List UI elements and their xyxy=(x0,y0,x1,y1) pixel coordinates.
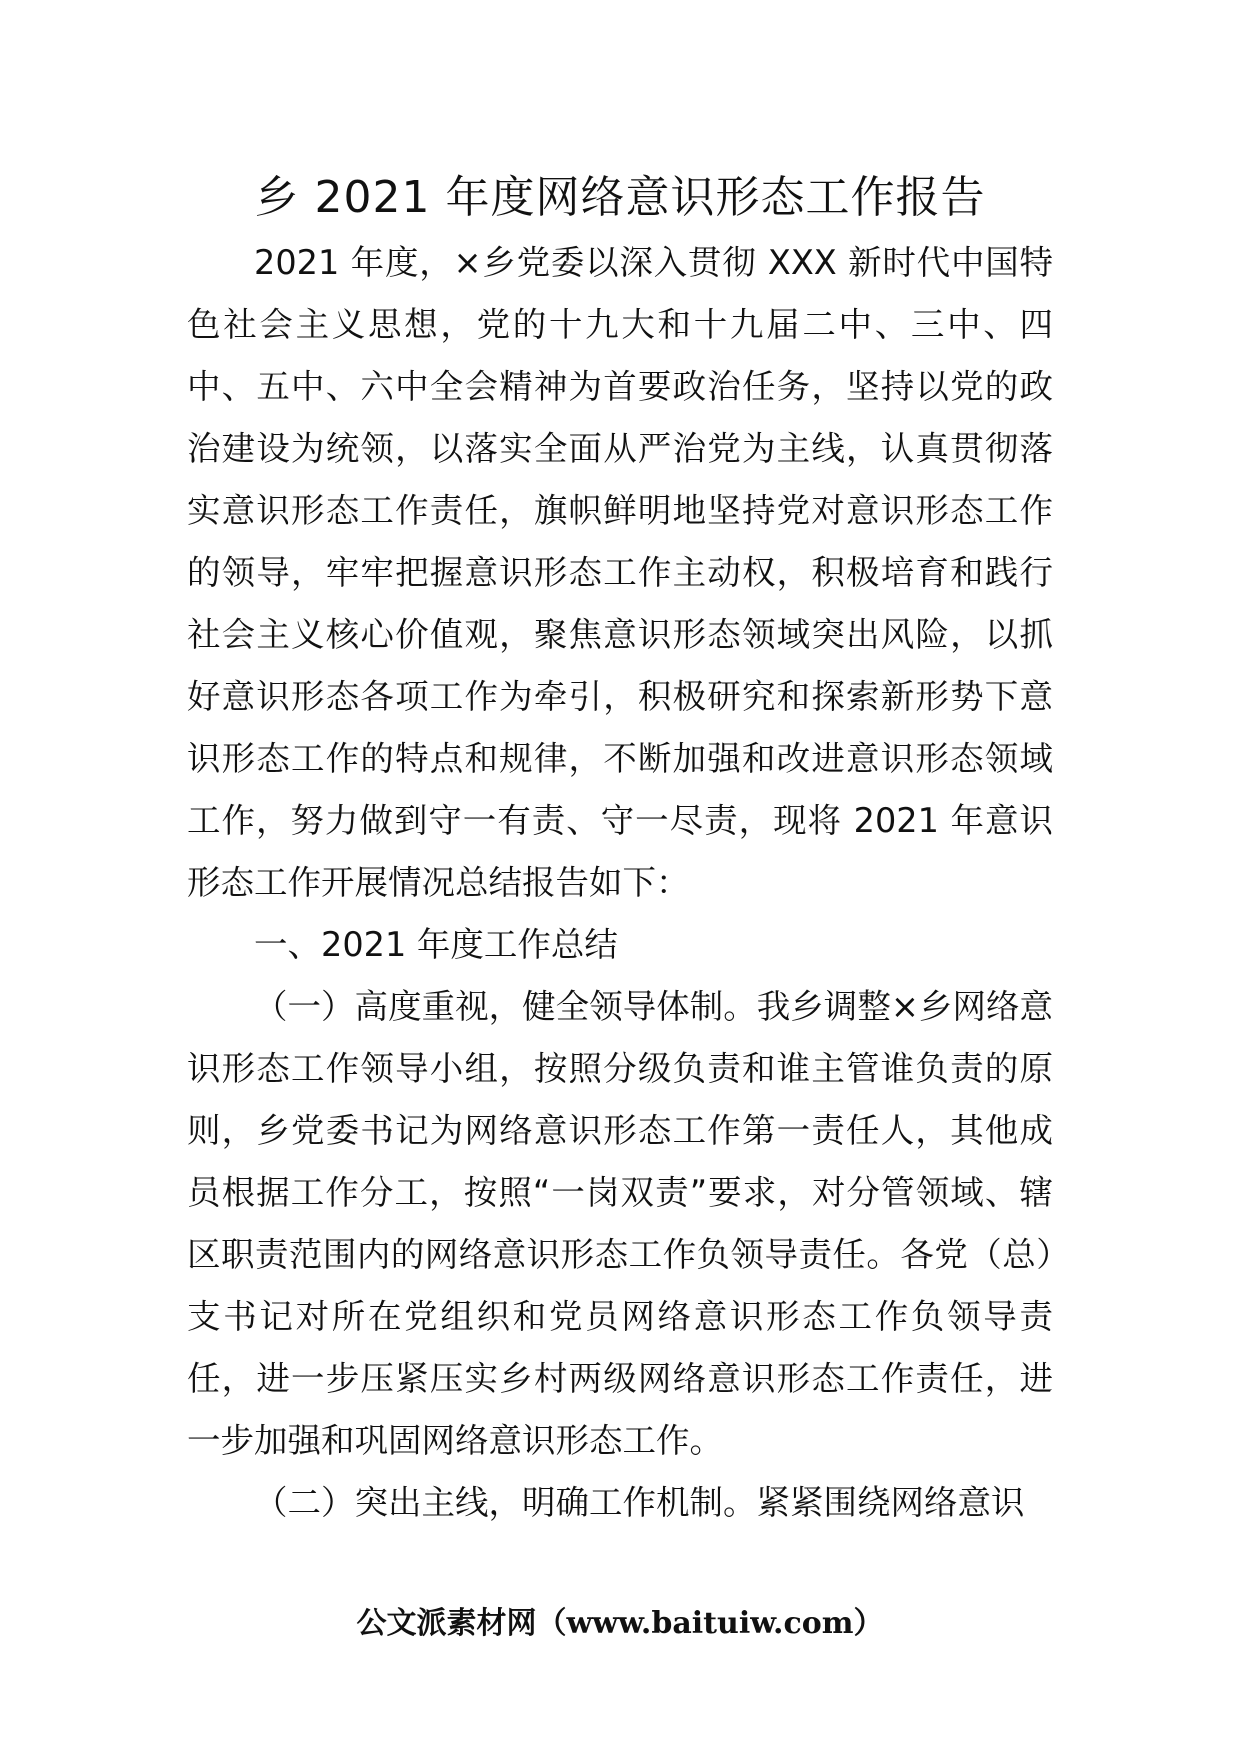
footer-watermark: 公文派素材网（www.baituiw.com） xyxy=(356,1606,884,1641)
document-title: 乡 2021 年度网络意识形态工作报告 xyxy=(254,172,986,223)
paragraph-intro: 2021 年度，×乡党委以深入贯彻 XXX 新时代中国特色社会主义思想，党的十九大和十九届二中、三中、四中、五中、六中全会精神为首要政治任务，坚持以党的政治建设为统领，以落实全面从严治党为主线，认真贯彻落实意识形态工作责任，旗帜鲜明地坚持党对意识形态工作的领导，牢牢把握意识形态工作主动权，积极培育和践行社会主义核心价值观，聚焦意识形态领域突出风险，以抓好意识形态各项工作为牵引，积极研究和探索新形势下意识形态工作的特点和规律，不断加强和改进意识形态领域工作，努力做到守一有责、守一尽责，现将 2021 年意识形态工作开展情况总结报告如下： xyxy=(187,243,1053,902)
paragraph-mechanism: （二）突出主线，明确工作机制。紧紧围绕网络意识 xyxy=(254,1483,1025,1522)
section-heading: 一、2021 年度工作总结 xyxy=(254,925,618,964)
paragraph-leadership: （一）高度重视，健全领导体制。我乡调整×乡网络意识形态工作领导小组，按照分级负责和谁主管谁负责的原则，乡党委书记为网络意识形态工作第一责任人，其他成员根据工作分工，按照“一岗双责”要求，对分管领域、辖区职责范围内的网络意识形态工作负领导责任。各党（总）支书记对所在党组织和党员网络意识形态工作负领导责任，进一步压紧压实乡村两级网络意识形态工作责任，进一步加强和巩固网络意识形态工作。 xyxy=(187,987,1053,1460)
document-body xyxy=(187,232,1053,1534)
